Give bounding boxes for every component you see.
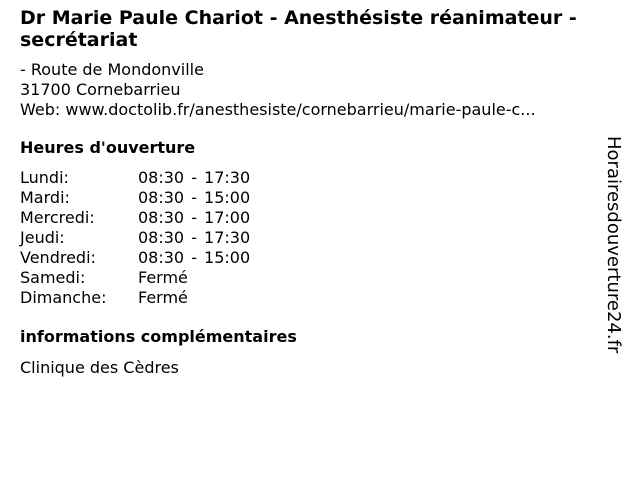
hours-row-thursday [20,228,610,248]
day-label: Dimanche: [20,288,107,307]
day-hours: 08:30 - 17:00 [138,208,251,227]
day-label: Samedi: [20,268,86,287]
address-block [20,60,610,120]
website-link-text[interactable]: Web: www.doctolib.fr/anesthesiste/cornebarrieu/marie-paule-c... [20,100,536,119]
hours-row-monday [20,168,610,188]
day-hours: 08:30 - 15:00 [138,248,251,267]
opening-hours-list [20,168,610,308]
website-link[interactable] [20,100,610,120]
additional-info-heading: informations complémentaires [20,327,297,346]
day-label: Vendredi: [20,248,96,267]
opening-hours-heading: Heures d'ouverture [20,138,196,157]
hours-row-sunday [20,288,610,308]
city-address: 31700 Cornebarrieu [20,80,181,99]
day-hours: Fermé [138,288,188,307]
additional-info-text: Clinique des Cèdres [20,358,179,377]
site-watermark: Horairesdouverture24.fr [603,136,624,354]
day-hours: 08:30 - 17:30 [138,228,251,247]
listing-page [20,7,610,378]
hours-row-friday [20,248,610,268]
day-label: Mardi: [20,188,70,207]
hours-row-wednesday [20,208,610,228]
street-address: - Route de Mondonville [20,60,204,79]
hours-row-saturday [20,268,610,288]
page-title: Dr Marie Paule Chariot - Anesthésiste réanimateur - secrétariat [20,7,577,51]
day-label: Lundi: [20,168,69,187]
hours-row-tuesday [20,188,610,208]
day-hours: Fermé [138,268,188,287]
day-hours: 08:30 - 17:30 [138,168,251,187]
day-label: Mercredi: [20,208,95,227]
day-label: Jeudi: [20,228,65,247]
day-hours: 08:30 - 15:00 [138,188,251,207]
